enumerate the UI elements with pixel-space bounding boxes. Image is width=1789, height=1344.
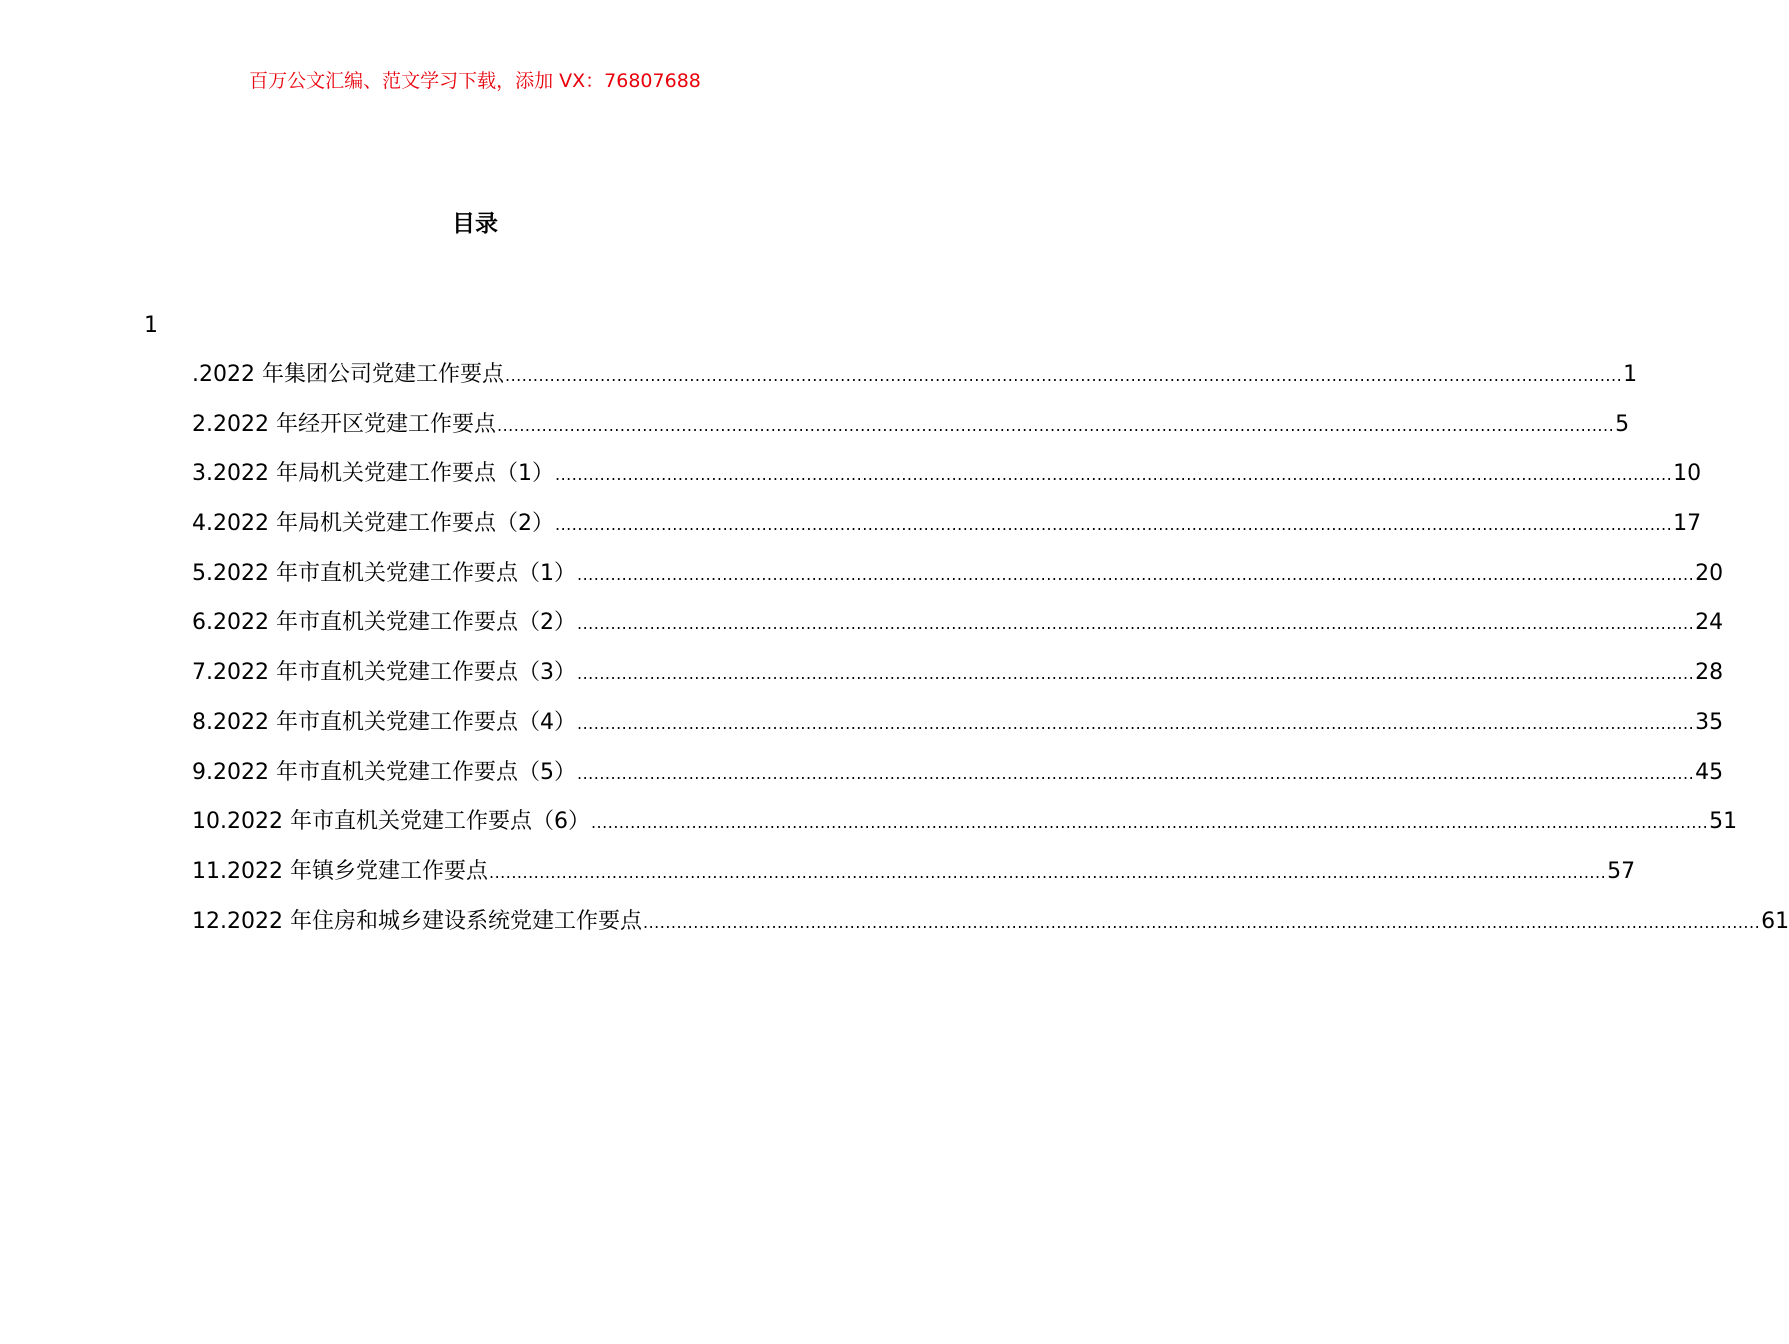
toc-leader: ........................................................................................................................................................................................................ (554, 465, 1673, 485)
toc-entry[interactable] (192, 902, 1789, 952)
toc-entry[interactable] (192, 554, 1724, 604)
toc-entry-page: 45 (1695, 759, 1724, 785)
toc-leader: ........................................................................................................................................................................................................ (576, 713, 1695, 733)
toc-list (192, 355, 1789, 951)
toc-entry-page: 35 (1695, 709, 1724, 735)
toc-entry-text: 9.2022 年市直机关党建工作要点（5） (192, 759, 576, 785)
header-banner: 百万公文汇编、范文学习下载，添加 VX：76807688 (249, 70, 701, 92)
toc-entry[interactable] (192, 504, 1702, 554)
toc-entry[interactable] (192, 603, 1724, 653)
toc-leader: ........................................................................................................................................................................................................ (554, 515, 1673, 535)
toc-entry-page: 24 (1695, 610, 1724, 636)
toc-title: 目录 (452, 211, 498, 237)
toc-entry-text: 2.2022 年经开区党建工作要点 (192, 411, 496, 437)
toc-entry-page: 10 (1673, 461, 1702, 487)
toc-entry-page: 5 (1615, 411, 1630, 437)
toc-entry[interactable] (192, 653, 1724, 703)
toc-leader: ........................................................................................................................................................................................................ (576, 564, 1695, 584)
toc-leader: ........................................................................................................................................................................................................ (576, 763, 1695, 783)
toc-entry-text: .2022 年集团公司党建工作要点 (192, 362, 504, 387)
toc-entry-page: 17 (1673, 511, 1702, 537)
toc-entry-text: 8.2022 年市直机关党建工作要点（4） (192, 709, 576, 735)
toc-leader: ........................................................................................................................................................................................................ (590, 813, 1709, 833)
toc-entry[interactable] (192, 405, 1630, 455)
toc-leader: ........................................................................................................................................................................................................ (504, 366, 1623, 385)
toc-entry[interactable] (192, 852, 1636, 902)
toc-leader: ........................................................................................................................................................................................................ (576, 664, 1695, 684)
toc-entry-text: 11.2022 年镇乡党建工作要点 (192, 858, 488, 884)
toc-entry-text: 3.2022 年局机关党建工作要点（1） (192, 461, 554, 487)
toc-entry-text: 6.2022 年市直机关党建工作要点（2） (192, 610, 576, 636)
toc-entry[interactable] (192, 802, 1738, 852)
toc-entry[interactable] (192, 454, 1702, 504)
toc-entry-page: 1 (1623, 362, 1638, 387)
toc-leader: ........................................................................................................................................................................................................ (496, 415, 1615, 435)
toc-entry-page: 20 (1695, 560, 1724, 586)
toc-leader: ........................................................................................................................................................................................................ (488, 862, 1607, 882)
toc-entry[interactable] (192, 753, 1724, 803)
toc-number: 1 (144, 313, 158, 338)
toc-leader: ........................................................................................................................................................................................................ (576, 614, 1695, 634)
toc-entry-text: 10.2022 年市直机关党建工作要点（6） (192, 809, 590, 835)
toc-entry[interactable] (192, 703, 1724, 753)
toc-entry[interactable] (192, 355, 1638, 405)
toc-entry-page: 61 (1761, 908, 1789, 934)
toc-entry-text: 5.2022 年市直机关党建工作要点（1） (192, 560, 576, 586)
toc-entry-page: 57 (1607, 858, 1636, 884)
toc-entry-text: 7.2022 年市直机关党建工作要点（3） (192, 660, 576, 686)
toc-entry-text: 4.2022 年局机关党建工作要点（2） (192, 511, 554, 537)
toc-entry-page: 51 (1709, 809, 1738, 835)
toc-entry-text: 12.2022 年住房和城乡建设系统党建工作要点 (192, 908, 642, 934)
toc-leader: ........................................................................................................................................................................................................ (642, 912, 1761, 932)
toc-entry-page: 28 (1695, 660, 1724, 686)
